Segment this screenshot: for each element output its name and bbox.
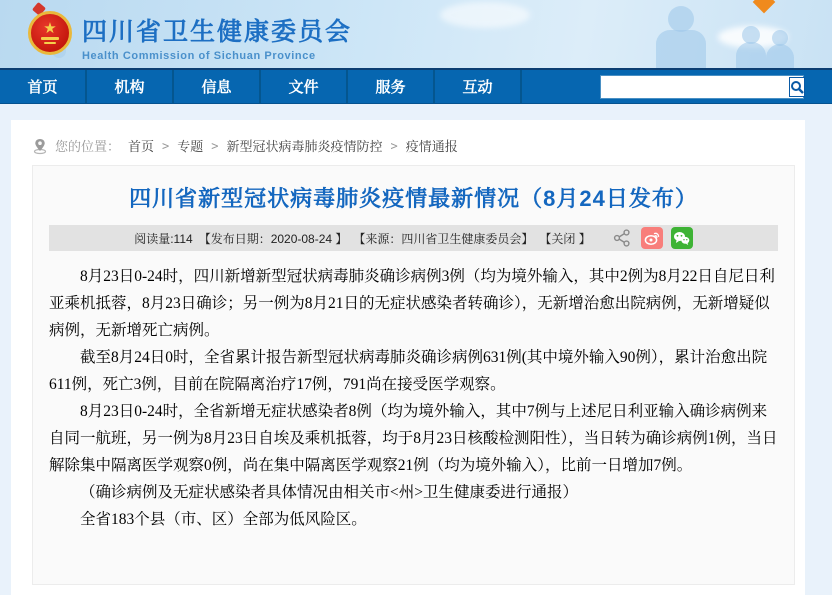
share-icon bbox=[613, 229, 631, 247]
national-emblem-logo bbox=[28, 11, 72, 55]
location-pin-icon bbox=[33, 138, 47, 154]
nav-item-docs[interactable]: 文件 bbox=[261, 70, 348, 103]
nav-item-home[interactable]: 首页 bbox=[0, 70, 87, 103]
article-paragraph: 8月23日0-24时，全省新增无症状感染者8例（均为境外输入，其中7例与上述尼日利亚输入确诊病例来自同一航班，另一例为8月23日自埃及乘机抵蓉，均于8月23日核酸检测阳性），当日转为确诊病例1例，当日解除集中隔离医学观察0例，尚在集中隔离医学观察21例（均为境外输入），比前一日增加7例。 bbox=[49, 403, 778, 474]
breadcrumb-separator: > bbox=[162, 138, 170, 153]
article-source: 【来源：四川省卫生健康委员会】 bbox=[353, 231, 534, 246]
share-button[interactable] bbox=[611, 227, 633, 249]
article-paragraph: 全省183个县（市、区）全部为低风险区。 bbox=[80, 511, 367, 528]
wechat-icon bbox=[673, 230, 690, 246]
breadcrumb-prefix: 您的位置： bbox=[55, 139, 121, 154]
breadcrumb-item-covid-prevention[interactable]: 新型冠状病毒肺炎疫情防控 bbox=[226, 139, 383, 154]
site-subtitle: Health Commission of Sichuan Province bbox=[82, 50, 316, 62]
search-input[interactable] bbox=[601, 76, 789, 98]
wechat-share-button[interactable] bbox=[671, 227, 693, 249]
weibo-share-button[interactable] bbox=[641, 227, 663, 249]
close-button[interactable]: 【关闭 】 bbox=[539, 231, 591, 246]
publish-date: 【发布日期：2020-08-24 】 bbox=[198, 231, 348, 246]
article-body bbox=[33, 251, 794, 553]
kite-decoration bbox=[753, 0, 776, 13]
nav-item-service[interactable]: 服务 bbox=[348, 70, 435, 103]
article-title: 四川省新型冠状病毒肺炎疫情最新情况（8月24日发布） bbox=[129, 186, 698, 211]
cloud-decoration bbox=[440, 2, 530, 28]
nav-item-interact[interactable]: 互动 bbox=[435, 70, 522, 103]
article-paragraph: 8月23日0-24时，四川新增新型冠状病毒肺炎确诊病例3例（均为境外输入，其中2例为8月22日自尼日利亚乘机抵蓉，8月23日确诊；另一例为8月21日的无症状感染者转确诊），无新增治愈出院病例，无新增疑似病例，无新增死亡病例。 bbox=[49, 268, 775, 339]
breadcrumb bbox=[11, 126, 805, 165]
people-silhouette bbox=[766, 44, 794, 68]
content-wrapper bbox=[11, 120, 805, 595]
article-paragraph: 截至8月24日0时，全省累计报告新型冠状病毒肺炎确诊病例631例(其中境外输入90例），累计治愈出院611例，死亡3例，目前在院隔离治疗17例，791尚在接受医学观察。 bbox=[49, 349, 768, 393]
search-button[interactable] bbox=[789, 77, 805, 97]
people-silhouette bbox=[668, 6, 694, 32]
article-paragraph: （确诊病例及无症状感染者具体情况由相关市<州>卫生健康委进行通报） bbox=[80, 484, 578, 501]
emblem-star-icon: ★ bbox=[43, 20, 57, 37]
nav-item-info[interactable]: 信息 bbox=[174, 70, 261, 103]
breadcrumb-separator: > bbox=[211, 138, 219, 153]
breadcrumb-item-home[interactable]: 首页 bbox=[128, 139, 155, 154]
article-meta-bar bbox=[49, 225, 778, 251]
site-title: 四川省卫生健康委员会 bbox=[82, 18, 353, 46]
breadcrumb-separator: > bbox=[390, 138, 398, 153]
article-container bbox=[32, 165, 795, 585]
site-header bbox=[0, 0, 832, 68]
read-count: 阅读量:114 bbox=[134, 231, 193, 246]
breadcrumb-item-epidemic-report[interactable]: 疫情通报 bbox=[405, 139, 458, 154]
search-icon bbox=[790, 80, 804, 94]
search-box bbox=[600, 75, 804, 99]
breadcrumb-item-topics[interactable]: 专题 bbox=[177, 139, 204, 154]
people-silhouette bbox=[656, 30, 706, 68]
weibo-icon bbox=[644, 230, 660, 246]
share-icons-group bbox=[611, 227, 693, 249]
people-silhouette bbox=[736, 42, 766, 68]
main-nav bbox=[0, 68, 832, 104]
nav-item-org[interactable]: 机构 bbox=[87, 70, 174, 103]
